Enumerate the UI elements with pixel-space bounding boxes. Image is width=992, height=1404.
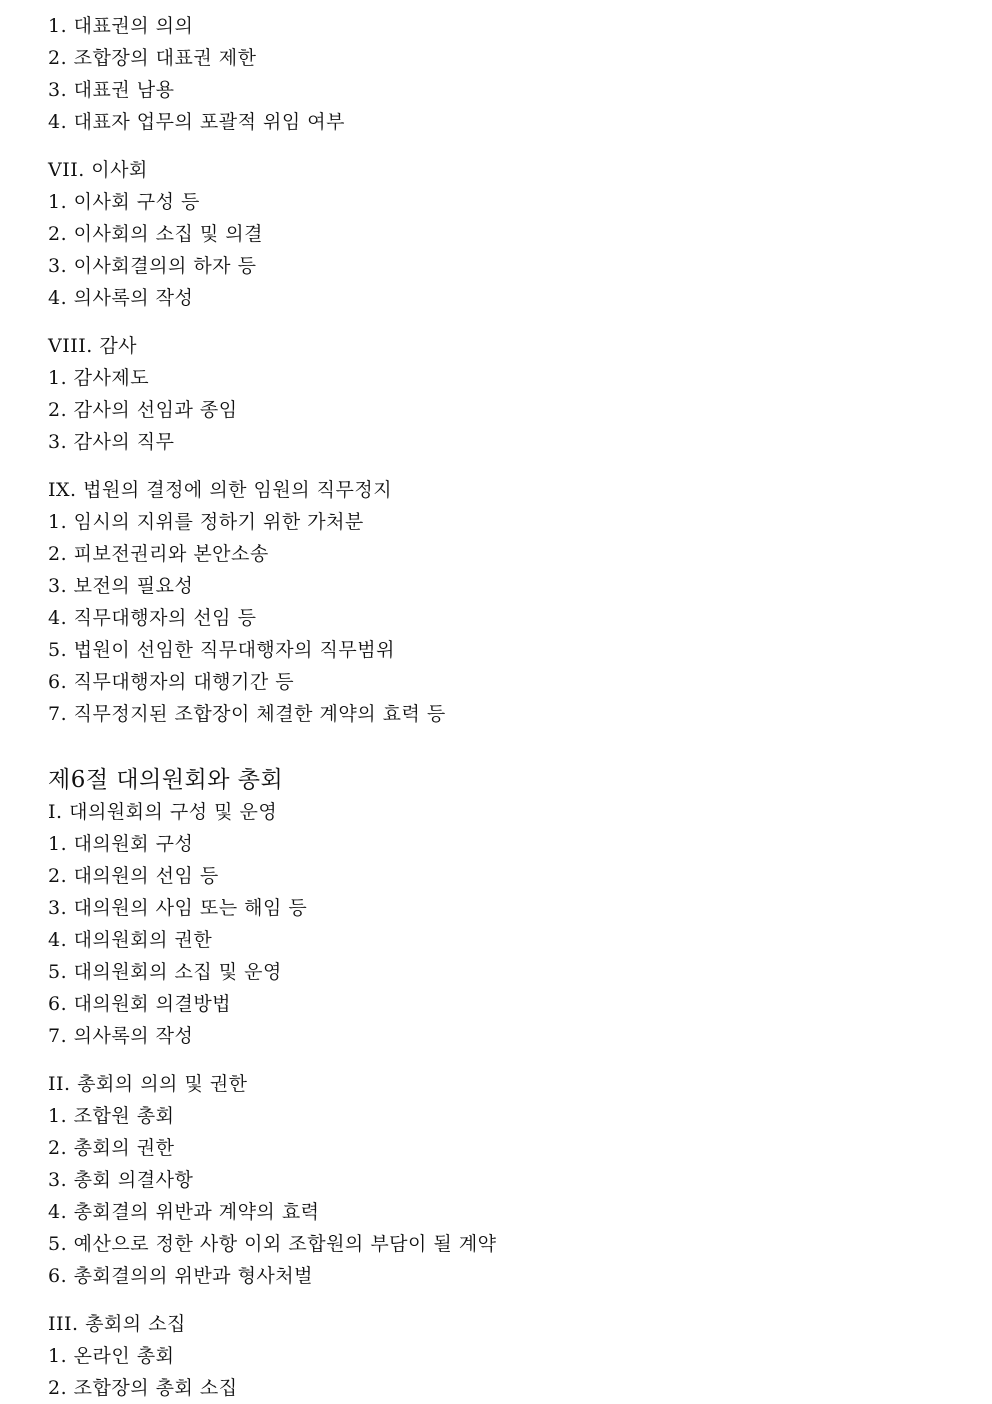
toc-item: 3. 대의원의 사임 또는 해임 등 [48,897,308,919]
section-heading: VII. 이사회 [48,159,148,181]
toc-item: 2. 총회의 권한 [48,1137,175,1159]
toc-item: 6. 총회결의의 위반과 형사처벌 [48,1265,313,1287]
toc-item: 4. 총회결의 위반과 계약의 효력 [48,1201,320,1223]
toc-item: 3. 감사의 직무 [48,431,175,453]
toc-item: 3. 총회 의결사항 [48,1169,194,1191]
toc-item: 2. 조합장의 대표권 제한 [48,47,257,69]
spacer [48,1052,968,1068]
chapter-title: 제6절 대의원회와 총회 [48,767,284,793]
toc-item: 5. 예산으로 정한 사항 이외 조합원의 부담이 될 계약 [48,1233,497,1255]
toc-item: 1. 온라인 총회 [48,1345,175,1367]
toc-item: 4. 대표자 업무의 포괄적 위임 여부 [48,111,345,133]
toc-item: 2. 피보전권리와 본안소송 [48,543,269,565]
toc-item: 1. 대의원회 구성 [48,833,194,855]
table-of-contents [48,10,968,1404]
toc-item: 5. 대의원회의 소집 및 운영 [48,961,282,983]
spacer [48,730,968,764]
toc-item: 5. 법원이 선임한 직무대행자의 직무범위 [48,639,395,661]
toc-item: 6. 직무대행자의 대행기간 등 [48,671,295,693]
toc-item: 2. 대의원의 선임 등 [48,865,219,887]
toc-item: 4. 직무대행자의 선임 등 [48,607,257,629]
spacer [48,458,968,474]
toc-item: 3. 이사회결의의 하자 등 [48,255,257,277]
toc-item: 1. 임시의 지위를 정하기 위한 가처분 [48,511,364,533]
toc-item: 6. 대의원회 의결방법 [48,993,232,1015]
toc-item: 4. 대의원회의 권한 [48,929,213,951]
section-heading: IX. 법원의 결정에 의한 임원의 직무정지 [48,479,393,501]
spacer [48,314,968,330]
spacer [48,1292,968,1308]
section-heading: III. 총회의 소집 [48,1313,186,1335]
toc-item: 1. 대표권의 의의 [48,15,194,37]
toc-item: 1. 이사회 구성 등 [48,191,200,213]
toc-item: 2. 이사회의 소집 및 의결 [48,223,263,245]
toc-item: 2. 조합장의 총회 소집 [48,1377,238,1399]
toc-item: 2. 감사의 선임과 종임 [48,399,238,421]
toc-item: 3. 보전의 필요성 [48,575,194,597]
toc-item: 1. 조합원 총회 [48,1105,175,1127]
toc-item: 7. 직무정지된 조합장이 체결한 계약의 효력 등 [48,703,446,725]
toc-item: 7. 의사록의 작성 [48,1025,194,1047]
section-heading: II. 총회의 의의 및 권한 [48,1073,248,1095]
toc-item: 4. 의사록의 작성 [48,287,194,309]
section-heading: VIII. 감사 [48,335,138,357]
toc-item: 3. 대표권 남용 [48,79,175,101]
section-heading: I. 대의원회의 구성 및 운영 [48,801,278,823]
spacer [48,138,968,154]
toc-item: 1. 감사제도 [48,367,150,389]
